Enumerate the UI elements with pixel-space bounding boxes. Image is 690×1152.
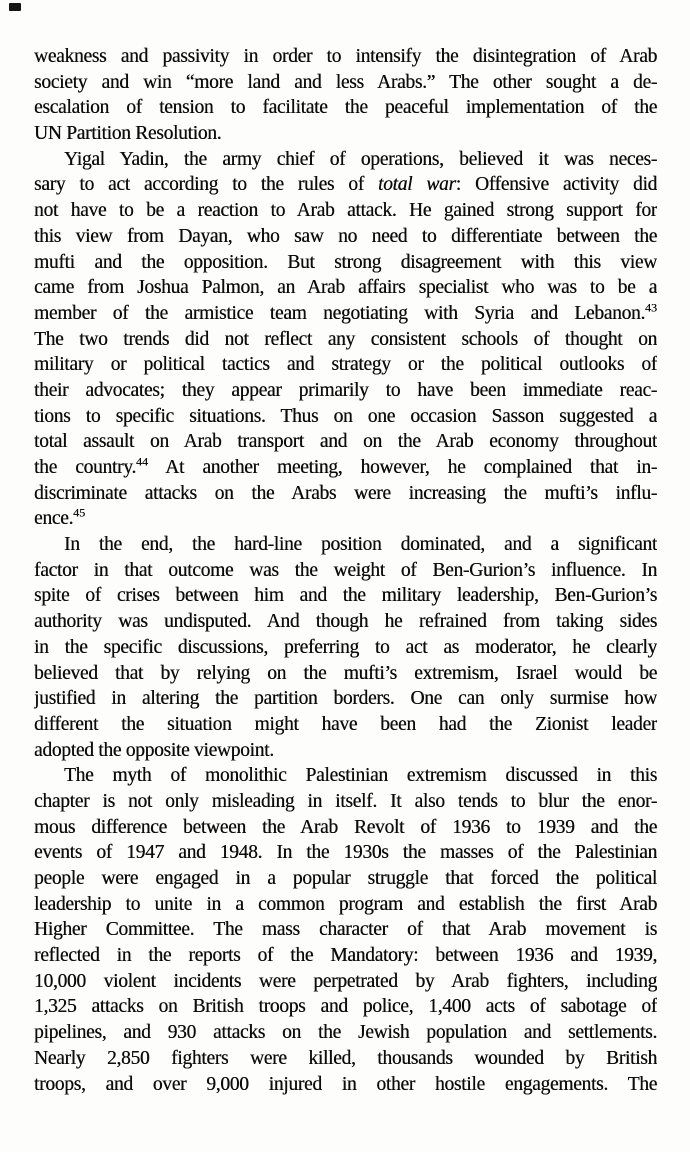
text-run: believed that by relying on the mufti’s extremism, Israel would be	[34, 662, 657, 684]
text-run: At another meeting, however, he complained that in-	[147, 457, 657, 478]
text-run: troops, and over 9,000 injured in other hostile engagements. The	[34, 1073, 657, 1095]
footnote-ref: 45	[73, 506, 86, 520]
footnote-ref: 44	[135, 455, 148, 469]
text-run: people were engaged in a popular struggle that forced the political	[34, 868, 657, 889]
text-line	[34, 635, 657, 661]
paragraph	[34, 44, 657, 147]
text-line	[34, 558, 657, 584]
text-run: tions to specific situations. Thus on one occasion Sasson suggested a	[34, 405, 657, 427]
text-run: in the specific discussions, preferring to act as moderator, he clearly	[34, 636, 657, 658]
text-run: different the situation might have been had the Zionist leader	[34, 713, 657, 735]
text-line	[34, 404, 657, 430]
text-run: Higher Committee. The mass character of that Arab movement is	[34, 919, 657, 941]
text-line	[34, 969, 657, 995]
text-line	[34, 1046, 657, 1072]
text-line	[34, 455, 657, 481]
text-run: the country.	[34, 457, 136, 478]
text-run: weakness and passivity in order to intensify the disintegration of Arab	[34, 46, 657, 67]
text-run: not have to be a reaction to Arab attack. He gained strong support for	[34, 200, 657, 222]
scan-artifact-mark	[9, 3, 21, 11]
footnote-ref: 43	[645, 300, 657, 315]
text-line	[34, 712, 657, 738]
text-line	[34, 70, 657, 96]
text-run: pipelines, and 930 attacks on the Jewish population and settlements.	[34, 1022, 657, 1044]
text-run: adopted the opposite viewpoint.	[34, 739, 274, 761]
text-line	[34, 429, 657, 455]
text-run: justified in altering the partition borders. One can only surmise how	[34, 688, 657, 710]
text-line	[34, 172, 657, 198]
text-run: military or political tactics and strategy or the political outlooks of	[34, 354, 657, 376]
text-line	[34, 250, 657, 276]
text-line	[34, 686, 657, 712]
text-line	[34, 1072, 657, 1098]
text-run: UN Partition Resolution.	[34, 123, 222, 145]
text-run: escalation of tension to facilitate the peaceful implementation of the	[34, 97, 657, 119]
text-run: this view from Dayan, who saw no need to differentiate between the	[34, 225, 657, 247]
text-run: mufti and the opposition. But strong disagreement with this view	[34, 251, 657, 273]
text-line	[34, 121, 657, 147]
text-line	[34, 44, 657, 70]
text-line	[34, 763, 657, 789]
text-line	[34, 352, 657, 378]
text-line	[34, 147, 657, 173]
text-run: ence.	[34, 508, 74, 530]
text-run: discriminate attacks on the Arabs were increasing the mufti’s influ-	[34, 482, 657, 504]
text-run: chapter is not only misleading in itself. It also tends to blur the enor-	[34, 790, 657, 812]
text-line	[34, 198, 657, 224]
text-line	[34, 661, 657, 687]
text-line	[34, 866, 657, 892]
text-run: sary to act according to the rules of	[34, 174, 378, 196]
text-line	[34, 815, 657, 841]
text-run: came from Joshua Palmon, an Arab affairs specialist who was to be a	[34, 277, 657, 299]
text-run: reflected in the reports of the Mandatory: between 1936 and 1939,	[34, 945, 657, 967]
text-line	[34, 892, 657, 918]
text-run: events of 1947 and 1948. In the 1930s the masses of the Palestinian	[34, 842, 657, 864]
text-run: society and win “more land and less Arabs.” The other sought a de-	[34, 71, 657, 93]
text-line	[34, 327, 657, 353]
text-line	[34, 301, 657, 327]
text-run: 10,000 violent incidents were perpetrated by Arab fighters, including	[34, 970, 657, 992]
text-line	[34, 506, 657, 532]
text-line	[34, 789, 657, 815]
paragraph	[34, 147, 657, 532]
text-line	[34, 481, 657, 507]
text-line	[34, 275, 657, 301]
text-line	[34, 738, 657, 764]
text-run: mous difference between the Arab Revolt of 1936 to 1939 and the	[34, 816, 657, 838]
text-line	[34, 994, 657, 1020]
text-run: Yigal Yadin, the army chief of operations, believed it was neces-	[64, 148, 657, 170]
text-run: 1,325 attacks on British troops and police, 1,400 acts of sabotage of	[34, 996, 657, 1018]
text-line	[34, 532, 657, 558]
paragraph	[34, 532, 657, 763]
paragraph	[34, 763, 657, 1097]
text-run: spite of crises between him and the military leadership, Ben-Gurion’s	[34, 585, 657, 607]
text-line	[34, 1020, 657, 1046]
text-run: total assault on Arab transport and on the Arab economy throughout	[34, 431, 657, 453]
text-line	[34, 917, 657, 943]
text-run: their advocates; they appear primarily to have been immediate reac-	[34, 379, 657, 401]
text-run: member of the armistice team negotiating with Syria and Lebanon.	[34, 302, 645, 324]
text-line	[34, 95, 657, 121]
text-line	[34, 378, 657, 404]
text-run: The myth of monolithic Palestinian extremism discussed in this	[64, 765, 657, 787]
text-run: : Offensive activity did	[455, 174, 657, 196]
text-run: The two trends did not reflect any consistent schools of thought on	[34, 328, 657, 350]
text-run: leadership to unite in a common program and establish the first Arab	[34, 893, 657, 915]
page-text-block	[34, 44, 657, 1097]
italic-text: total war	[377, 174, 456, 196]
text-line	[34, 583, 657, 609]
text-run: authority was undisputed. And though he refrained from taking sides	[34, 611, 657, 633]
text-run: factor in that outcome was the weight of Ben-Gurion’s influence. In	[34, 559, 657, 581]
text-run: In the end, the hard-line position dominated, and a significant	[64, 534, 657, 556]
text-line	[34, 224, 657, 250]
text-run: Nearly 2,850 fighters were killed, thousands wounded by British	[34, 1047, 657, 1069]
text-line	[34, 943, 657, 969]
text-line	[34, 609, 657, 635]
text-line	[34, 840, 657, 866]
